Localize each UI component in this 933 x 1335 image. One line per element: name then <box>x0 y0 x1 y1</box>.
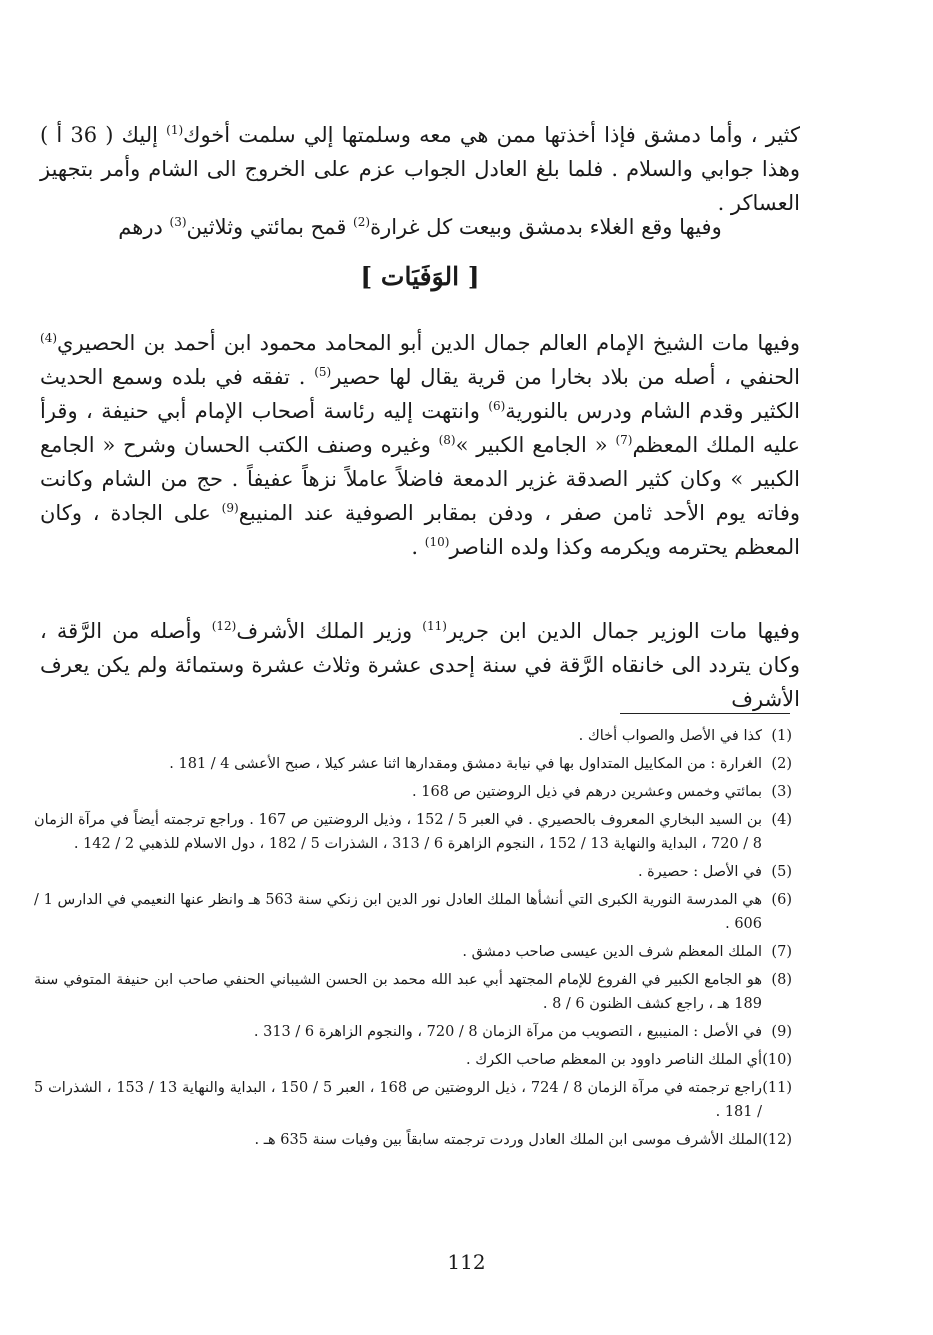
paragraph-1-line2: جوابي والسلام . فلما بلغ العادل الجواب عزم على الخروج الى الشام وأمر بتجهيز العساكر . <box>40 157 800 215</box>
paragraph-2-part-c: درهم <box>118 215 163 239</box>
footnote-text: في الأصل : المنيبيع ، التصويب من مرآة الزمان 8 / 720 ، والنجوم الزاهرة 6 / 313 . <box>253 1024 762 1040</box>
footnote-ref-7: (7) <box>615 433 633 447</box>
footnote-number: (10) <box>762 1052 792 1068</box>
footnote-text: بمائتي وخمس وعشرين درهم في ذيل الروضتين ص 168 . <box>412 784 762 800</box>
paragraph-4-text-2: وزير الملك الأشرف <box>236 619 413 643</box>
footnotes <box>34 724 792 1156</box>
footnote <box>34 940 792 964</box>
paragraph-3-text-1: وفيها مات الشيخ الإمام العالم جمال الدين أبو المحامد محمود ابن أحمد بن الحصيري <box>57 331 800 355</box>
footnote-ref-4: (4) <box>40 331 58 345</box>
paragraph-2-part-b: قمح بمائتي وثلاثين <box>186 215 347 239</box>
footnote <box>34 888 792 936</box>
footnote-ref-8: (8) <box>438 433 456 447</box>
footnote-text: كذا في الأصل والصواب أخاك . <box>578 728 762 744</box>
paragraph-3-text-3: . تفقه في بلده وسمع الحديث الكثير وقدم الشام ودرس بالنورية <box>40 365 800 423</box>
footnote-text: هو الجامع الكبير في الفروع للإمام المجتهد أبي عبد الله محمد بن الحسن الشيباني الحنفي صاحب ابن حنيفة المتوفي سنة 189 هـ ، راجع كشف الظنون 6 / 8 . <box>34 972 762 1012</box>
footnote-ref-3: (3) <box>169 215 187 229</box>
footnote-text: أي الملك الناصر داوود بن المعظم صاحب الكرك . <box>466 1052 762 1068</box>
footnote <box>34 968 792 1016</box>
paragraph-1-line1b: إليك ( 36 أ ) وهذا <box>40 123 800 181</box>
footnote-number: (3) <box>771 784 792 800</box>
section-heading: [ الوَفَيَات ] <box>360 262 480 291</box>
footnote-text: في الأصل : حصيرة . <box>637 864 762 880</box>
footnote-number: (12) <box>762 1132 792 1148</box>
footnote-text: هي المدرسة النورية الكبرى التي أنشأها الملك العادل نور الدين ابن زنكي سنة 563 هـ وانظر عنها النعيمي في الدارس 1 / 606 . <box>34 892 762 932</box>
footnote-number: (9) <box>771 1024 792 1040</box>
footnote-number: (1) <box>771 728 792 744</box>
paragraph-1-line1: كثير ، وأما دمشق فإذا أخذتها ممن هي معه وسلمتها إلي سلمت أخوك <box>183 123 800 147</box>
paragraph-3-text-7: على الجادة ، وكان المعظم يحترمه ويكرمه وكذا ولده الناصر <box>40 501 800 559</box>
footnote-text: بن السيد البخاري المعروف بالحصيري . في العبر 5 / 152 ، وذيل الروضتين ص 167 . وراجع ترجمته أيضاً في مرآة الزمان 8 / 720 ، البداية والنهاية 13 / 152 ، النجوم الزاهرة 6 / 313 ، الشذرات 5 / 182 ، دول الاسلام للذهبي 2 / 142 . <box>34 812 762 852</box>
footnote <box>34 780 792 804</box>
footnote <box>34 1076 792 1124</box>
paragraph-4-text-3: وأصله من الرَّقة ، وكان يتردد الى خانقاه الرَّقة في سنة إحدى عشرة وثلاث عشرة وستمائة ولم يكن يعرف الأشرف <box>40 619 800 711</box>
footnote <box>34 752 792 776</box>
page-number: 112 <box>447 1250 486 1274</box>
footnote-ref-1: (1) <box>166 123 184 137</box>
footnote <box>34 1048 792 1072</box>
footnote-text: الملك الأشرف موسى ابن الملك العادل وردت ترجمته سابقاً بين وفيات سنة 635 هـ . <box>254 1132 762 1148</box>
footnote-ref-6: (6) <box>488 399 506 413</box>
footnote-ref-10: (10) <box>424 535 450 549</box>
footnote-ref-5: (5) <box>314 365 332 379</box>
footnote-number: (4) <box>771 812 792 828</box>
footnote-number: (8) <box>771 972 792 988</box>
paragraph-3-text-8: . <box>411 535 419 559</box>
footnote <box>34 1020 792 1044</box>
footnote-divider <box>620 713 790 714</box>
footnote-number: (6) <box>771 892 792 908</box>
footnote-number: (7) <box>771 944 792 960</box>
paragraph-1 <box>40 118 800 220</box>
paragraph-4 <box>40 614 800 716</box>
footnote <box>34 860 792 884</box>
footnote-text: راجع ترجمته في مرآة الزمان 8 / 724 ، ذيل الروضتين ص 168 ، العبر 5 / 150 ، البداية والنهاية 13 / 153 ، الشذرات 5 / 181 . <box>34 1080 763 1120</box>
paragraph-3-text-5: « الجامع الكبير » <box>455 433 608 457</box>
paragraph-2 <box>40 210 800 244</box>
paragraph-2-part-a: وفيها وقع الغلاء بدمشق وبيعت كل غرارة <box>370 215 722 239</box>
footnote <box>34 724 792 748</box>
footnote-number: (5) <box>771 864 792 880</box>
footnote-ref-2: (2) <box>353 215 371 229</box>
paragraph-3-text-4: وانتهت إليه رئاسة أصحاب الإمام أبي حنيفة ، وقرأ عليه الملك المعظم <box>40 399 800 457</box>
paragraph-3-text-6: وغيره وصنف الكتب الحسان وشرح « الجامع الكبير » وكان كثير الصدقة غزير الدمعة فاضلاً عاملاً نزهاً عفيفاً . حج من الشام وكانت وفاته يوم الأحد ثامن صفر ، ودفن بمقابر الصوفية عند المنيبع <box>40 433 800 525</box>
paragraph-3 <box>40 326 800 564</box>
paragraph-3-text-2: الحنفي ، أصله من بلاد بخارا من قرية يقال لها حصير <box>331 365 800 389</box>
footnote-ref-12: (12) <box>211 619 237 633</box>
footnote-number: (2) <box>771 756 792 772</box>
footnote <box>34 1128 792 1152</box>
footnote <box>34 808 792 856</box>
footnote-number: (11) <box>762 1080 792 1096</box>
paragraph-4-text-1: وفيها مات الوزير جمال الدين ابن جرير <box>446 619 800 643</box>
footnote-text: الملك المعظم شرف الدين عيسى صاحب دمشق . <box>462 944 762 960</box>
footnote-ref-9: (9) <box>221 501 239 515</box>
footnote-text: الغرارة : من المكاييل المتداول بها في نيابة دمشق ومقدارها اثنا عشر كيلا ، صبح الأعشى 4 / 181 . <box>169 756 762 772</box>
footnote-ref-11: (11) <box>422 619 447 633</box>
